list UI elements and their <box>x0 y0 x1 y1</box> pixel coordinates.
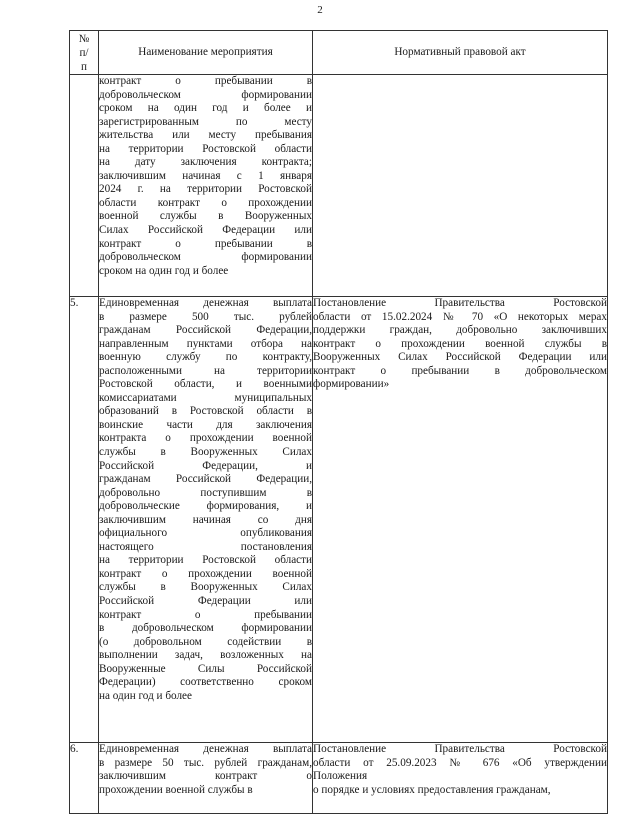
text-line: о порядке и условиях предоставления гражданам, <box>313 783 551 796</box>
measure-name-cell <box>99 75 313 297</box>
row-number: 6. <box>70 743 99 814</box>
text-line: Единовременная денежная выплата <box>99 743 312 755</box>
text-line: контракт о прохождении военной службы в <box>313 337 607 350</box>
text-line: области от 25.09.2023 № 676 «Об утверждении <box>313 756 607 769</box>
text-line: контракт о пребывании в добровольческом <box>313 364 607 377</box>
table-row <box>70 743 608 814</box>
text-line: гражданам Российской Федерации, <box>99 324 312 337</box>
text-line: жительства или месту пребывания <box>99 129 312 142</box>
legal-act-cell <box>313 743 608 814</box>
text-line: в размере 500 тыс. рублей <box>99 310 312 323</box>
row-number <box>70 75 99 297</box>
text-line: на дату заключения контракта; <box>99 156 312 169</box>
text-line: Силах Российской Федерации или <box>99 224 312 237</box>
text-line: контракт о пребывании в <box>99 75 312 87</box>
header-number-line: п/ <box>79 46 89 59</box>
text-line: воинские части для заключения <box>99 418 312 431</box>
text-line: зарегистрированным по месту <box>99 115 312 128</box>
text-line: на территории Ростовской области <box>99 142 312 155</box>
header-measure-name: Наименование мероприятия <box>99 31 313 75</box>
text-line: службы в Вооруженных Силах <box>99 446 312 459</box>
measure-name-cell <box>99 297 313 743</box>
text-line: Единовременная денежная выплата <box>99 297 312 309</box>
text-line: прохождении военной службы в <box>99 783 253 796</box>
text-line: Положения <box>313 770 368 783</box>
text-line: области контракт о прохождении <box>99 196 312 209</box>
text-line: службы в Вооруженных Силах <box>99 581 312 594</box>
row-number: 5. <box>70 297 99 743</box>
text-line: Российской Федерации или <box>99 595 312 608</box>
text-line: добровольческом формировании <box>99 88 312 101</box>
header-number <box>70 31 99 75</box>
text-line: формировании» <box>313 378 390 391</box>
text-line: Вооруженных Силах Российской Федерации или <box>313 351 607 364</box>
text-line: добровольческом формировании <box>99 251 312 264</box>
text-line: Постановление Правительства Ростовской <box>313 743 607 755</box>
measure-name-cell <box>99 743 313 814</box>
text-line: гражданам Российской Федерации, <box>99 473 312 486</box>
legal-act-cell <box>313 75 608 297</box>
header-number-line: п <box>81 60 87 73</box>
table-header-row <box>70 31 608 75</box>
text-line: заключившим контракт о <box>99 770 312 783</box>
text-line: поддержки граждан, добровольно заключивших <box>313 324 607 337</box>
text-line: в размере 50 тыс. рублей гражданам, <box>99 756 312 769</box>
text-line: Российской Федерации, и <box>99 459 312 472</box>
text-line: контракт о пребывании в <box>99 237 312 250</box>
text-line: направленным пунктами отбора на <box>99 337 312 350</box>
text-line: заключившим начиная с 1 января <box>99 169 312 182</box>
text-line: расположенными на территории <box>99 364 312 377</box>
text-line: Ростовской области, и военными <box>99 378 312 391</box>
page-number: 2 <box>317 4 323 16</box>
legal-act-cell <box>313 297 608 743</box>
text-line: области от 15.02.2024 № 70 «О некоторых мерах <box>313 310 607 323</box>
text-line: сроком на один год и более <box>99 264 229 277</box>
text-line: контракта о прохождении военной <box>99 432 312 445</box>
text-line: (о добровольном содействии в <box>99 635 312 648</box>
text-line: добровольно поступившим в <box>99 486 312 499</box>
text-line: образований в Ростовской области в <box>99 405 312 418</box>
text-line: комиссариатами муниципальных <box>99 391 312 404</box>
header-legal-act: Нормативный правовой акт <box>313 31 608 75</box>
text-line: добровольческие формирования, и <box>99 500 312 513</box>
text-line: контракт о прохождении военной <box>99 567 312 580</box>
text-line: выполнении задач, возложенных на <box>99 649 312 662</box>
table-row <box>70 75 608 297</box>
measures-table <box>69 30 608 814</box>
text-line: Федерации) соответственно сроком <box>99 676 312 689</box>
text-line: военной службы в Вооруженных <box>99 210 312 223</box>
table-row <box>70 297 608 743</box>
text-line: на один год и более <box>99 689 192 702</box>
text-line: настоящего постановления <box>99 540 312 553</box>
text-line: сроком на один год и более и <box>99 102 312 115</box>
text-line: 2024 г. на территории Ростовской <box>99 183 312 196</box>
text-line: военную службу по контракту, <box>99 351 312 364</box>
text-line: Постановление Правительства Ростовской <box>313 297 607 309</box>
text-line: в добровольческом формировании <box>99 622 312 635</box>
text-line: официального опубликования <box>99 527 312 540</box>
text-line: Вооруженные Силы Российской <box>99 662 312 675</box>
text-line: контракт о пребывании <box>99 608 312 621</box>
text-line: на территории Ростовской области <box>99 554 312 567</box>
text-line: заключившим начиная со дня <box>99 513 312 526</box>
header-number-line: № <box>78 32 90 45</box>
